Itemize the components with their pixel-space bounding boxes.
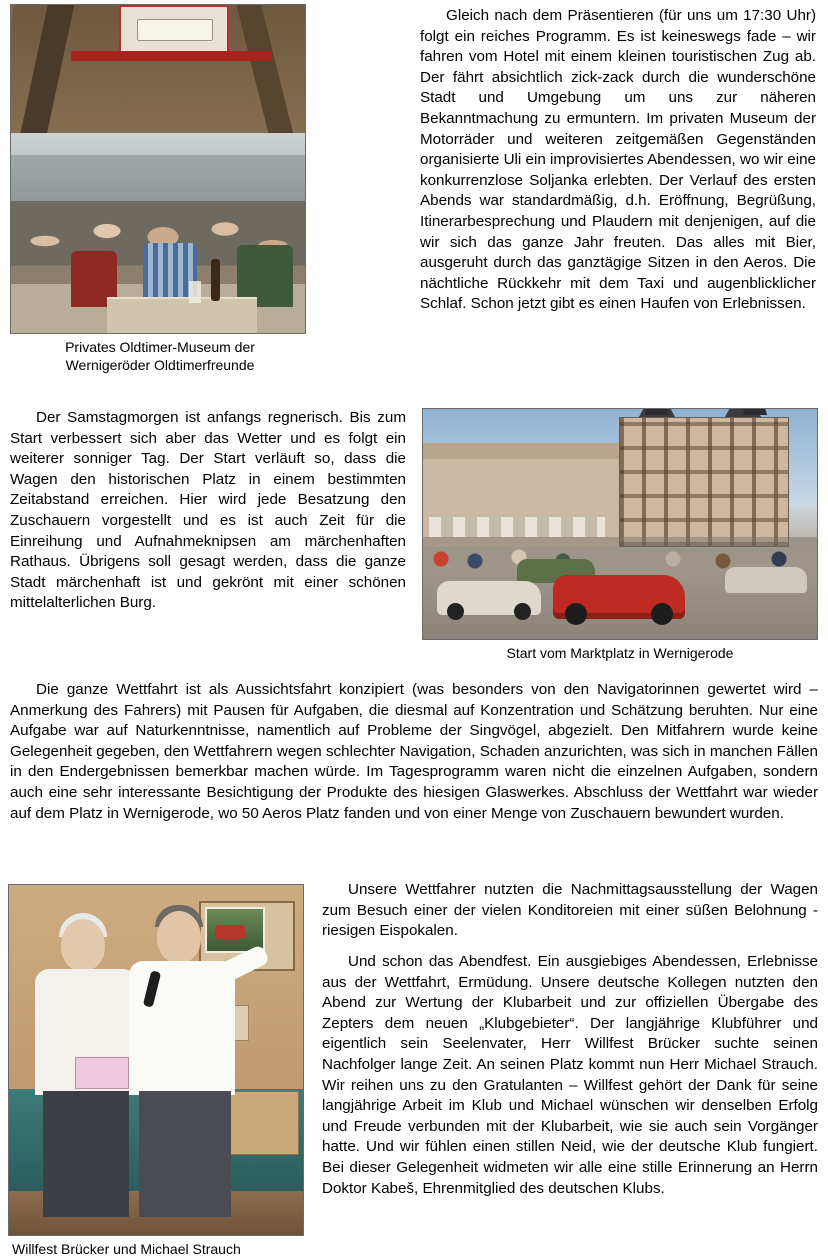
- paragraph-text: Unsere Wettfahrer nutzten die Nachmittagsausstellung der Wagen zum Besuch einer der vielen Konditoreien mit einer süßen Belohnung - riesigen Eispokalen.: [322, 881, 818, 940]
- bottle: [211, 259, 220, 301]
- person-right-head: [157, 911, 201, 963]
- dining-table: [107, 297, 257, 334]
- vintage-car-red: [553, 575, 685, 619]
- red-banner-strip: [71, 51, 271, 61]
- vintage-car-white: [437, 581, 541, 615]
- paragraph-text: Gleich nach dem Präsentieren (für uns um 17:30 Uhr) folgt ein reiches Programm. Es ist keineswegs fade – wir fahren vom Hotel mit einem kleinen touristischen Zug ab. Der fährt absichtlich zick-zack durch die wunderschöne Stadt und Umgebung um uns zur näheren Bekanntmachung zu ermuntern. Im privaten Museum der Motorräder und weiteren zeitgemäßen Gegenständen organisierte Uli ein improvisiertes Abendessen, wo wir eine konkurrenzlose Soljanka erlebten. Der Verlauf des ersten Abends war standardmäßig, d.h. Eröffnung, Begrüßung, Itinerarbesprechung und Plaudern mit denjenigen, auf die wir sich das ganze Jahr freuten. Das alles mit Bier, ausgeruht durch das ganztägige Sitzen in den Aeros. Die nächtliche Rückkehr mit dem Taxi und augenblicklicher Schlaf. Schon jetzt gibt es einen Haufen von Erlebnissen.: [420, 7, 816, 313]
- certificate-paper: [75, 1057, 129, 1089]
- figure-willfest-michael: [8, 884, 308, 1258]
- rathaus-spire-right: [743, 408, 767, 415]
- rathaus-facade: [619, 417, 789, 547]
- figure-museum-interior: [10, 4, 310, 374]
- paragraph-nachmittagsausstellung: [322, 880, 818, 942]
- paragraph-programm: [420, 6, 816, 315]
- vintage-car-background: [725, 567, 807, 593]
- cardboard-box: [223, 1091, 299, 1155]
- paragraph-wettfahrt: [10, 680, 818, 824]
- market-awnings: [429, 517, 605, 537]
- paragraph-text: Und schon das Abendfest. Ein ausgiebiges Abendessen, Erlebnisse aus der Wettfahrt, Ermüdung. Unsere deutsche Kollegen nutzten den Abend zur Wertung der Klubarbeit und zur offiziellen Übergabe des Zepters dem neuen „Klubgebieter“. Der langjährige Klubführer und eigentlich sein Seelenvater, Herr Willfest Brücker suchte seinen Nachfolger lange Zeit. An seinen Platz kommt nun Herr Michael Strauch. Wir reihen uns zu den Gratulanten – Willfest gehört der Dank für seine langjährige Arbeit im Klub und Michael wünschen wir denselben Erfolg und Freude verbunden mit der Klubarbeit, wie sie auch sein Vorgänger hatte. Und wir fühlen einen stillen Neid, wie der deutsche Klub fungiert. Bei dieser Gelegenheit widmeten wir alle eine stille Erinnerung an Herrn Doktor Kabeš, Ehrenmitglied des deutschen Klubs.: [322, 953, 818, 1197]
- paragraph-text: Die ganze Wettfahrt ist als Aussichtsfahrt konzipiert (was besonders von den Navigatorinnen gewertet wird – Anmerkung des Fahrers) mit Pausen für Aufgaben, die diesmal auf Konzentration und Schätzung beruhten. Nur eine Aufgabe war auf Naturkenntnisse, namentlich auf Probleme der Singvögel, abgezielt. Den Mitfahrern wurde keine Gelegenheit gegeben, den Wettfahrern wegen schlechter Navigation, Schaden anzurichten, was sich in manchen Fällen in den Endergebnissen bemerkbar machen würde. Im Tagesprogramm waren nicht die einzelnen Aufgaben, sondern auch eine sehr interessante Besichtigung der Produkte des hiesigen Glaswerkes. Abschluss der Wettfahrt war wieder auf dem Platz in Wernigerode, wo 50 Aeros Platz fanden und von einer Menge von Zuschauern bewundert wurden.: [10, 681, 818, 822]
- caption-line-1: Willfest Brücker und Michael Strauch: [12, 1241, 241, 1257]
- figure-caption-museum: [10, 338, 310, 374]
- glass: [189, 281, 201, 303]
- figure-marktplatz: [422, 408, 818, 662]
- person-left-trousers: [43, 1091, 129, 1217]
- paragraph-samstagmorgen: [10, 408, 406, 614]
- person-right-trousers: [139, 1091, 231, 1217]
- figure-caption-willfest: [8, 1240, 308, 1258]
- paragraph-abendfest: [322, 952, 818, 1199]
- photo-museum-interior: [10, 4, 306, 334]
- photo-marktplatz-wernigerode: [422, 408, 818, 640]
- caption-line-1: Start vom Marktplatz in Wernigerode: [506, 645, 734, 661]
- ceiling-lamp-box: [119, 5, 229, 55]
- person-left-head: [61, 919, 105, 971]
- caption-line-2: Wernigeröder Oldtimerfreunde: [65, 357, 255, 373]
- caption-line-1: Privates Oldtimer-Museum der: [65, 339, 255, 355]
- paragraph-text: Der Samstagmorgen ist anfangs regnerisch. Bis zum Start verbessert sich aber das Wetter und es folgt ein weiterer sonniger Tag. Der Start verläuft so, dass die Wagen den historischen Platz in einem bestimmten Zeitabstand erreichen. Hier wird jede Besatzung den Zuschauern vorgestellt und es ist auch Zeit für die Einreihung und Aufnahmeknipsen am märchenhaften Rathaus. Übrigens soll gesagt werden, dass die ganze Stadt märchenhaft ist und gekrönt mit einer schönen mittelalterlichen Burg.: [10, 409, 406, 612]
- figure-caption-marktplatz: [422, 644, 818, 662]
- rathaus-spire-left: [645, 408, 669, 415]
- photo-willfest-bruecker-michael-strauch: [8, 884, 304, 1236]
